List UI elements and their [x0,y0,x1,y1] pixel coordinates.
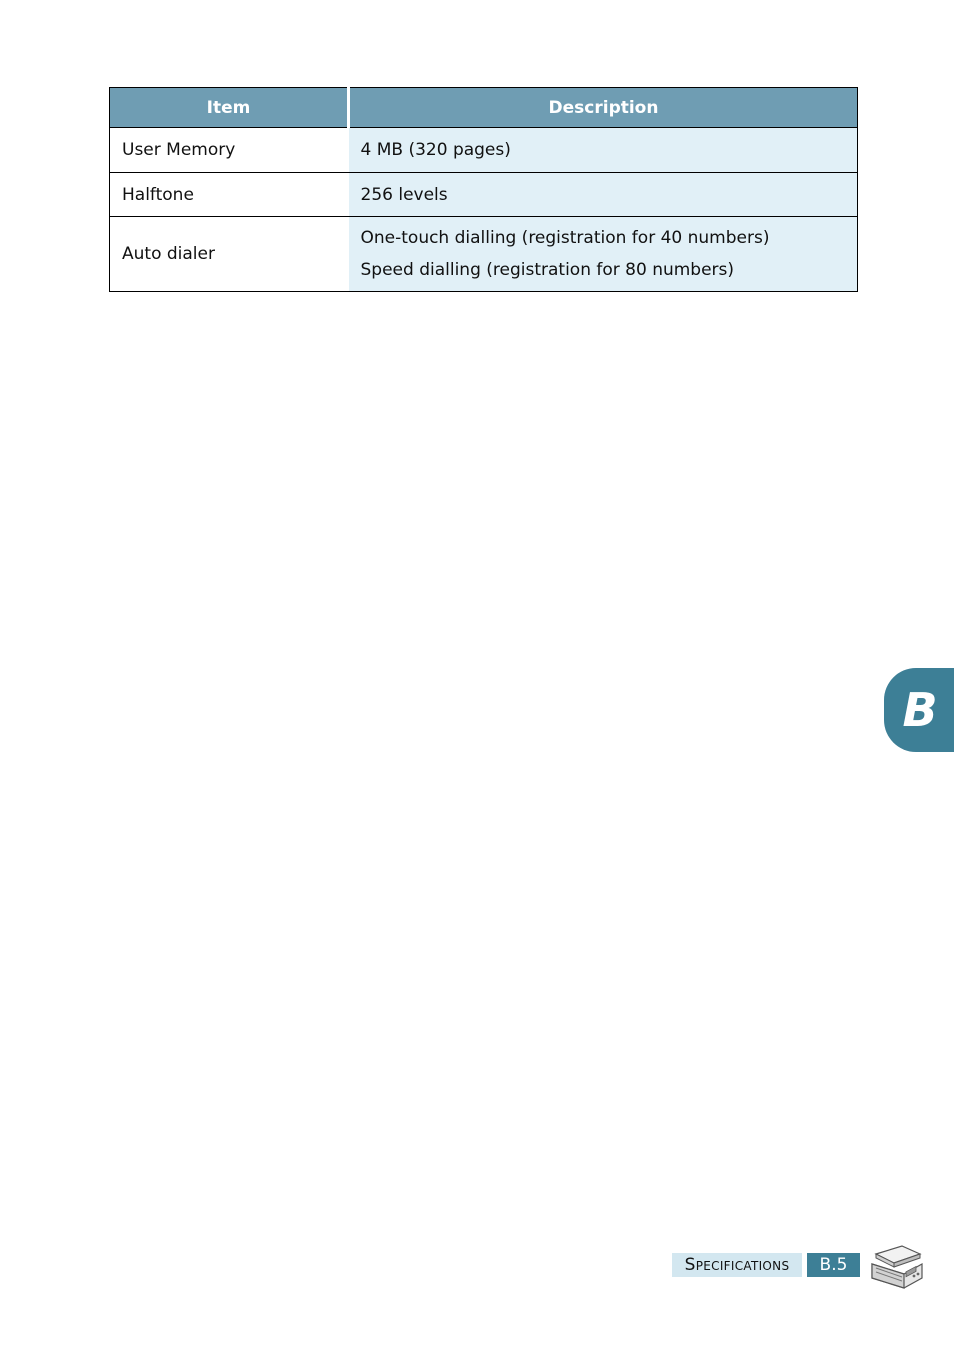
description-line: 256 levels [360,184,448,205]
printer-icon [868,1240,926,1292]
description-line: One-touch dialling (registration for 40 numbers) [360,228,770,248]
table-row [110,217,858,292]
description-cell [349,128,858,173]
item-cell: Halftone [110,173,349,217]
column-header-item: Item [110,88,349,128]
spec-table [109,87,858,292]
table-header-row [110,88,858,128]
item-cell: User Memory [110,128,349,173]
item-cell: Auto dialer [110,217,349,292]
footer-page-number [807,1253,860,1277]
footer-section-text: Specifications [684,1255,790,1275]
chapter-letter: B [902,683,938,737]
table-row [110,173,858,217]
description-line: Speed dialling (registration for 80 numbers) [360,260,735,280]
table-row [110,128,858,173]
chapter-tab [884,668,954,752]
column-header-description: Description [349,88,858,128]
description-cell [349,217,858,292]
footer-page-text: B.5 [819,1255,848,1275]
description-line: 4 MB (320 pages) [360,140,511,160]
description-cell [349,173,858,217]
footer-section-label [672,1253,802,1277]
